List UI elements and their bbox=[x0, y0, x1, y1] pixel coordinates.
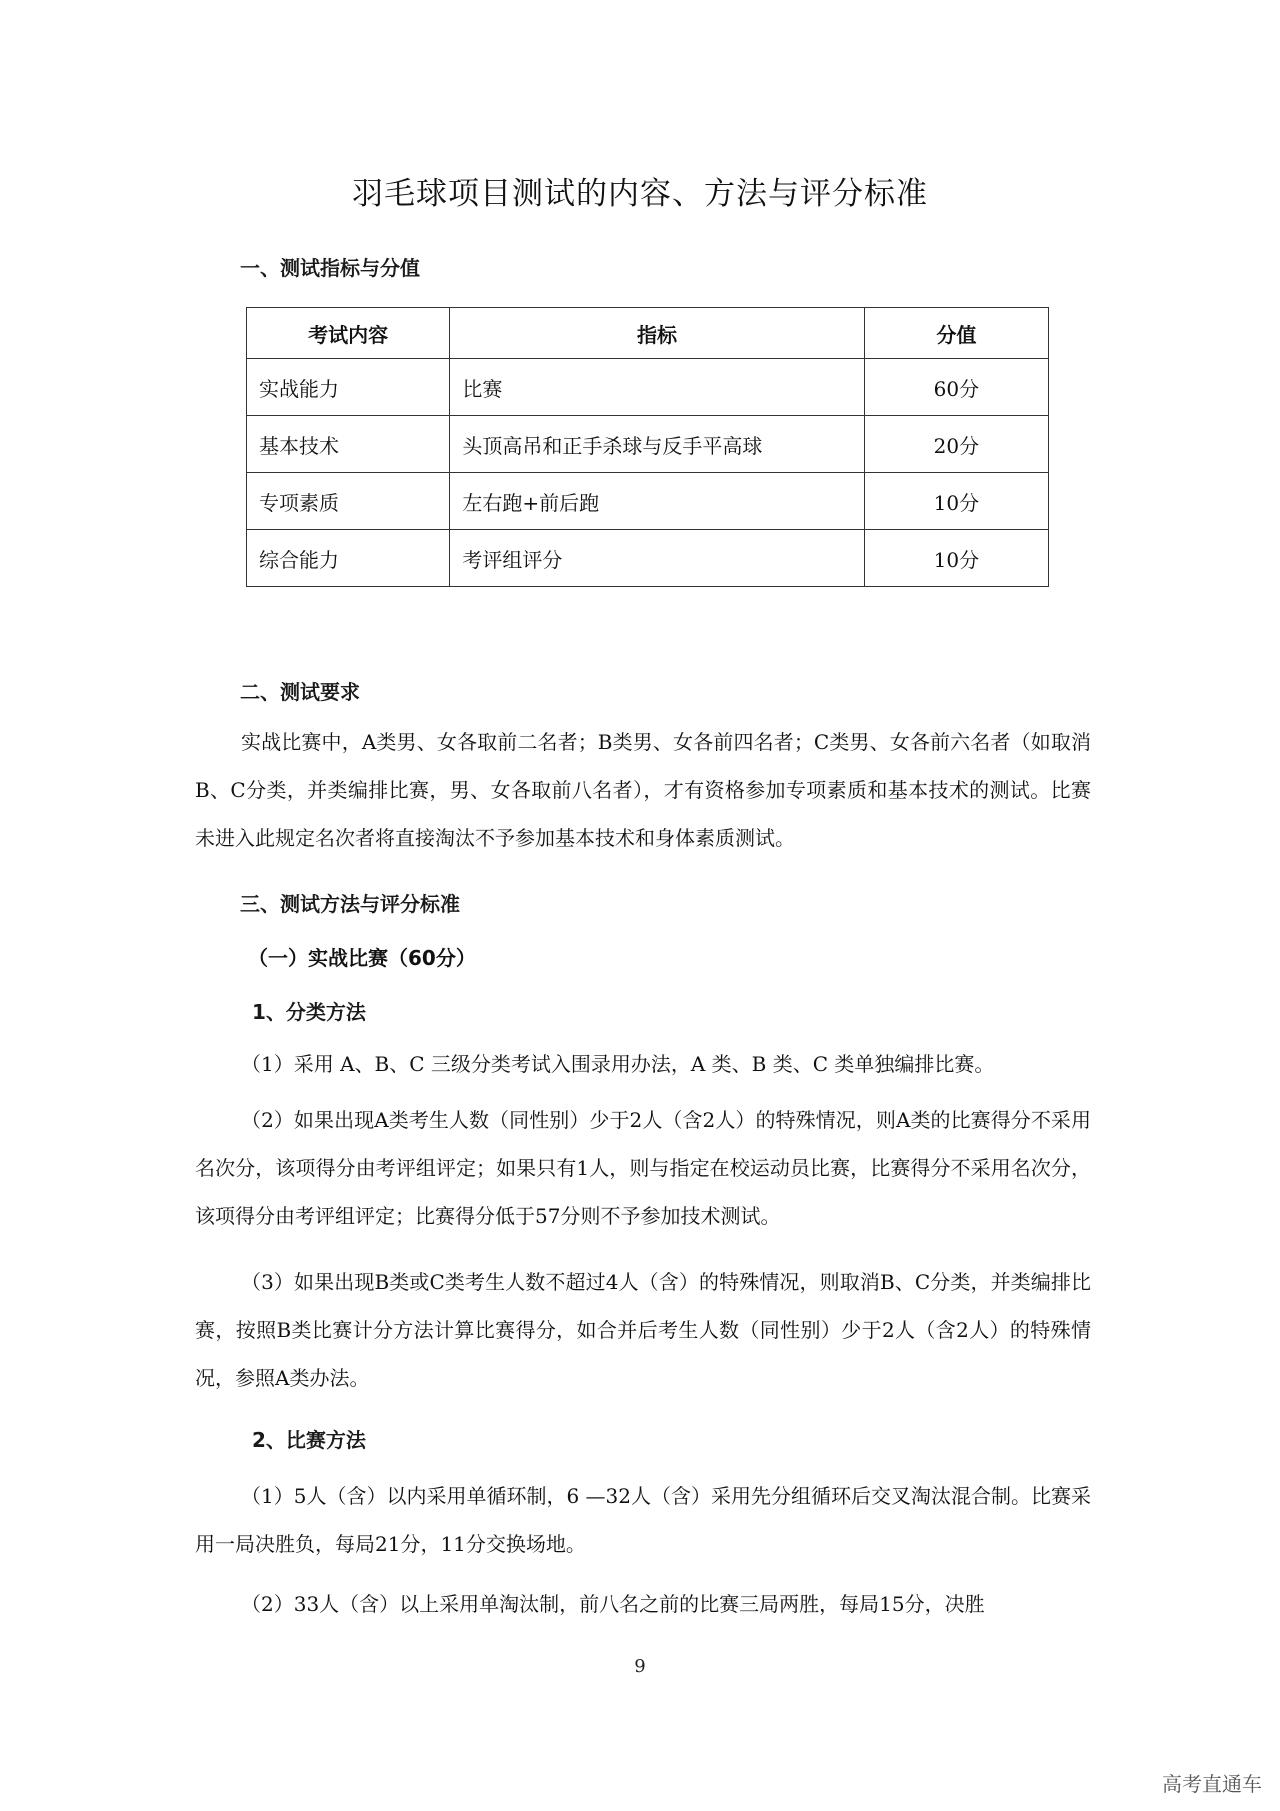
table-cell-content: 基本技术 bbox=[247, 416, 450, 473]
section2-heading: 二、测试要求 bbox=[240, 680, 360, 704]
section1-heading: 一、测试指标与分值 bbox=[240, 256, 420, 280]
table-cell-content: 综合能力 bbox=[247, 530, 450, 587]
part1-item-2: （2）如果出现A类考生人数（同性别）少于2人（含2人）的特殊情况，则A类的比赛得分不采用名次分，该项得分由考评组评定；如果只有1人，则与指定在校运动员比赛，比赛得分不采用名次分，该项得分由考评组评定；比赛得分低于57分则不予参加技术测试。 bbox=[195, 1108, 1091, 1228]
table-cell-indicator: 左右跑+前后跑 bbox=[450, 473, 864, 530]
section2-paragraph: 实战比赛中，A类男、女各取前二名者；B类男、女各前四名者；C类男、女各前六名者（如取消B、C分类，并类编排比赛，男、女各取前八名者），才有资格参加专项素质和基本技术的测试。比赛未进入此规定名次者将直接淘汰不予参加基本技术和身体素质测试。 bbox=[195, 730, 1091, 850]
table-cell-score: 60分 bbox=[864, 359, 1048, 416]
part1-heading: 1、分类方法 bbox=[252, 1000, 366, 1024]
table-header-cell: 指标 bbox=[450, 308, 864, 359]
table-cell-score: 20分 bbox=[864, 416, 1048, 473]
table-cell-score: 10分 bbox=[864, 530, 1048, 587]
table-cell-score: 10分 bbox=[864, 473, 1048, 530]
table-row bbox=[247, 416, 1049, 473]
table-cell-content: 实战能力 bbox=[247, 359, 450, 416]
part1-item-3: （3）如果出现B类或C类考生人数不超过4人（含）的特殊情况，则取消B、C分类，并类编排比赛，按照B类比赛计分方法计算比赛得分，如合并后考生人数（同性别）少于2人（含2人）的特殊情况，参照A类办法。 bbox=[195, 1270, 1091, 1390]
table-row bbox=[247, 359, 1049, 416]
page-title: 羽毛球项目测试的内容、方法与评分标准 bbox=[352, 176, 928, 212]
table-cell-indicator: 头顶高吊和正手杀球与反手平高球 bbox=[450, 416, 864, 473]
table-row bbox=[247, 473, 1049, 530]
part1-item-1: （1）采用 A、B、C 三级分类考试入围录用办法，A 类、B 类、C 类单独编排比赛。 bbox=[241, 1052, 995, 1076]
table-header-cell: 考试内容 bbox=[247, 308, 450, 359]
part2-heading: 2、比赛方法 bbox=[252, 1428, 366, 1452]
table-header-row bbox=[247, 308, 1049, 359]
section3-heading: 三、测试方法与评分标准 bbox=[240, 892, 460, 916]
table-header-cell: 分值 bbox=[864, 308, 1048, 359]
table-cell-indicator: 考评组评分 bbox=[450, 530, 864, 587]
table-cell-content: 专项素质 bbox=[247, 473, 450, 530]
part2-item-2: （2）33人（含）以上采用单淘汰制，前八名之前的比赛三局两胜，每局15分，决胜 bbox=[241, 1592, 985, 1616]
page-number: 9 bbox=[634, 1656, 646, 1677]
table-cell-indicator: 比赛 bbox=[450, 359, 864, 416]
subsection-heading: （一）实战比赛（60分） bbox=[248, 946, 476, 970]
watermark-text: 高考直通车 bbox=[1162, 1772, 1262, 1796]
table-row bbox=[247, 530, 1049, 587]
part2-item-1: （1）5人（含）以内采用单循环制，6 —32人（含）采用先分组循环后交叉淘汰混合制。比赛采用一局决胜负，每局21分，11分交换场地。 bbox=[195, 1484, 1091, 1556]
score-table bbox=[246, 307, 1049, 587]
